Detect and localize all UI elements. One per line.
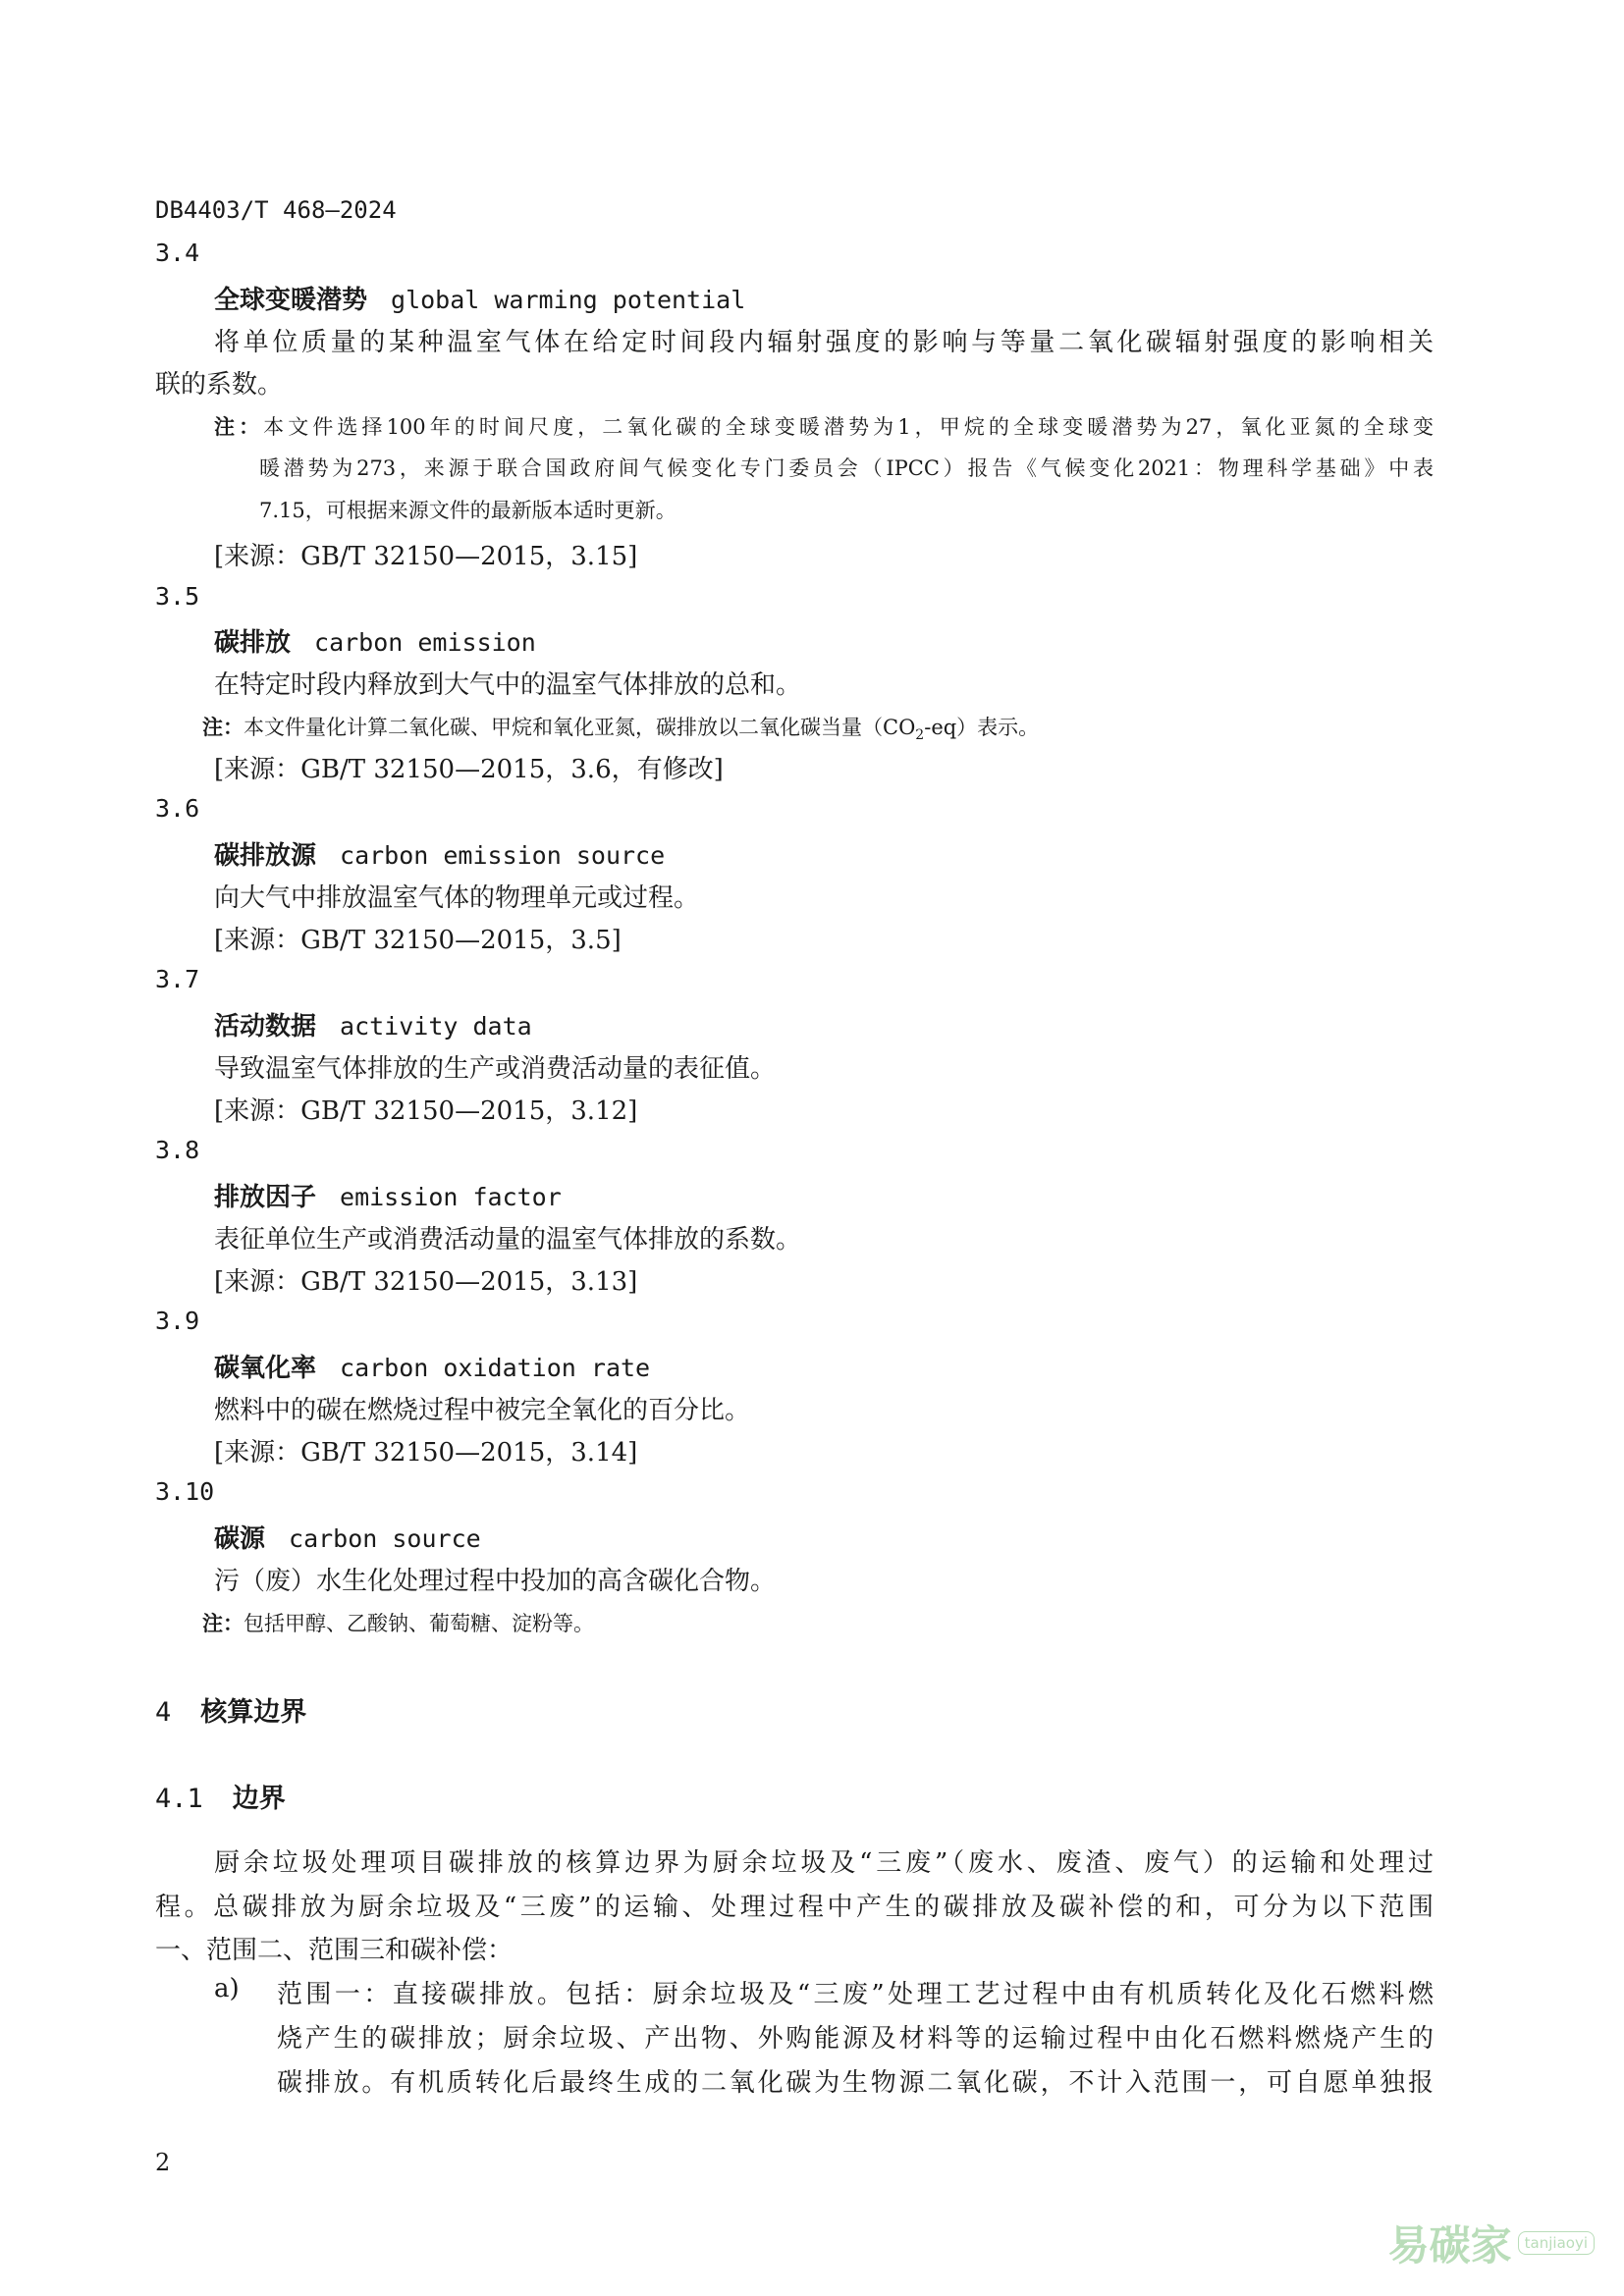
term-definition-line: 导致温室气体排放的生产或消费活动量的表征值。 <box>214 1054 777 1084</box>
term-note: 注：本文件选择100年的时间尺度，二氧化碳的全球变暖潜势为1，甲烷的全球变暖潜势为27，氧化亚氮的全球变 <box>214 415 1435 439</box>
term-number: 3.6 <box>155 794 200 823</box>
watermark-logo: 易碳家 tanjiaoyi <box>1388 2214 1595 2272</box>
note-label: 注： <box>202 716 244 739</box>
section-heading: 4 核算边界 <box>155 1697 307 1728</box>
term-en: carbon oxidation rate <box>340 1354 651 1382</box>
term-en: carbon emission source <box>340 841 666 870</box>
term-number: 3.8 <box>155 1136 200 1164</box>
list-item-label: a) <box>214 1974 240 2003</box>
term-number: 3.10 <box>155 1477 215 1506</box>
term-note: 注：本文件量化计算二氧化碳、甲烷和氧化亚氮，碳排放以二氧化碳当量$(CO_2-eq)$表示。 <box>202 716 1040 744</box>
subsection-heading: 4.1 边界 <box>155 1784 286 1814</box>
term-en: activity data <box>340 1012 532 1041</box>
term-title <box>214 835 665 872</box>
list-item-line: 碳排放。有机质转化后最终生成的二氧化碳为生物源二氧化碳，不计入范围一，可自愿单独报 <box>277 2068 1434 2098</box>
term-zh: 碳排放 <box>214 628 292 658</box>
term-note: 注：包括甲醇、乙酸钠、葡萄糖、淀粉等。 <box>202 1612 594 1635</box>
term-zh: 碳氧化率 <box>214 1354 317 1383</box>
paragraph-line: 一、范围二、范围三和碳补偿： <box>155 1936 514 1965</box>
term-title <box>214 1006 532 1042</box>
term-en: global warming potential <box>391 286 746 314</box>
term-note-line: 7.15，可根据来源文件的最新版本适时更新。 <box>259 499 677 522</box>
term-source: [来源：GB/T 32150—2015，3.5] <box>214 926 622 955</box>
page-number: 2 <box>155 2149 171 2176</box>
term-definition-line: 表征单位生产或消费活动量的温室气体排放的系数。 <box>214 1225 802 1255</box>
list-item-line: 范围一：直接碳排放。包括：厨余垃圾及“三废”处理工艺过程中由有机质转化及化石燃料燃 <box>277 1980 1434 2009</box>
term-title <box>214 1177 562 1213</box>
term-en: carbon source <box>289 1524 481 1553</box>
term-definition-line: 向大气中排放温室气体的物理单元或过程。 <box>214 883 700 913</box>
term-number: 3.9 <box>155 1307 200 1335</box>
term-zh: 排放因子 <box>214 1183 317 1212</box>
term-source: [来源：GB/T 32150—2015，3.15] <box>214 542 638 571</box>
document-id: DB4403/T 468—2024 <box>155 196 397 224</box>
term-en: carbon emission <box>314 628 536 657</box>
term-zh: 活动数据 <box>214 1012 317 1041</box>
term-definition-line: 将单位质量的某种温室气体在给定时间段内辐射强度的影响与等量二氧化碳辐射强度的影响相关 <box>214 328 1434 357</box>
list-item-line: 烧产生的碳排放；厨余垃圾、产出物、外购能源及材料等的运输过程中由化石燃料燃烧产生的 <box>277 2024 1434 2054</box>
term-en: emission factor <box>340 1183 562 1211</box>
term-number: 3.5 <box>155 582 200 611</box>
paragraph-line: 厨余垃圾处理项目碳排放的核算边界为厨余垃圾及“三废”（废水、废渣、废气）的运输和处理过 <box>214 1848 1434 1878</box>
term-number: 3.7 <box>155 965 200 993</box>
term-zh: 全球变暖潜势 <box>214 286 368 315</box>
term-definition-line: 污（废）水生化处理过程中投加的高含碳化合物。 <box>214 1567 777 1596</box>
term-definition-line: 在特定时段内释放到大气中的温室气体排放的总和。 <box>214 670 802 700</box>
term-definition-line: 联的系数。 <box>155 370 284 400</box>
paragraph-line: 程。总碳排放为厨余垃圾及“三废”的运输、处理过程中产生的碳排放及碳补偿的和，可分为以下范围 <box>155 1893 1434 1922</box>
term-source: [来源：GB/T 32150—2015，3.14] <box>214 1438 638 1468</box>
term-source: [来源：GB/T 32150—2015，3.6，有修改] <box>214 755 724 784</box>
term-number: 3.4 <box>155 239 200 267</box>
term-title <box>214 280 745 316</box>
term-note-line: 暖潜势为273，来源于联合国政府间气候变化专门委员会（IPCC）报告《气候变化2021：物理科学基础》中表 <box>259 456 1434 480</box>
term-source: [来源：GB/T 32150—2015，3.12] <box>214 1096 638 1126</box>
note-label: 注： <box>214 415 264 439</box>
term-source: [来源：GB/T 32150—2015，3.13] <box>214 1267 638 1297</box>
term-zh: 碳源 <box>214 1524 266 1554</box>
term-title <box>214 1519 481 1555</box>
term-zh: 碳排放源 <box>214 841 317 871</box>
term-title <box>214 1348 650 1384</box>
term-title <box>214 622 536 659</box>
note-label: 注： <box>202 1612 244 1635</box>
term-definition-line: 燃料中的碳在燃烧过程中被完全氧化的百分比。 <box>214 1396 751 1425</box>
